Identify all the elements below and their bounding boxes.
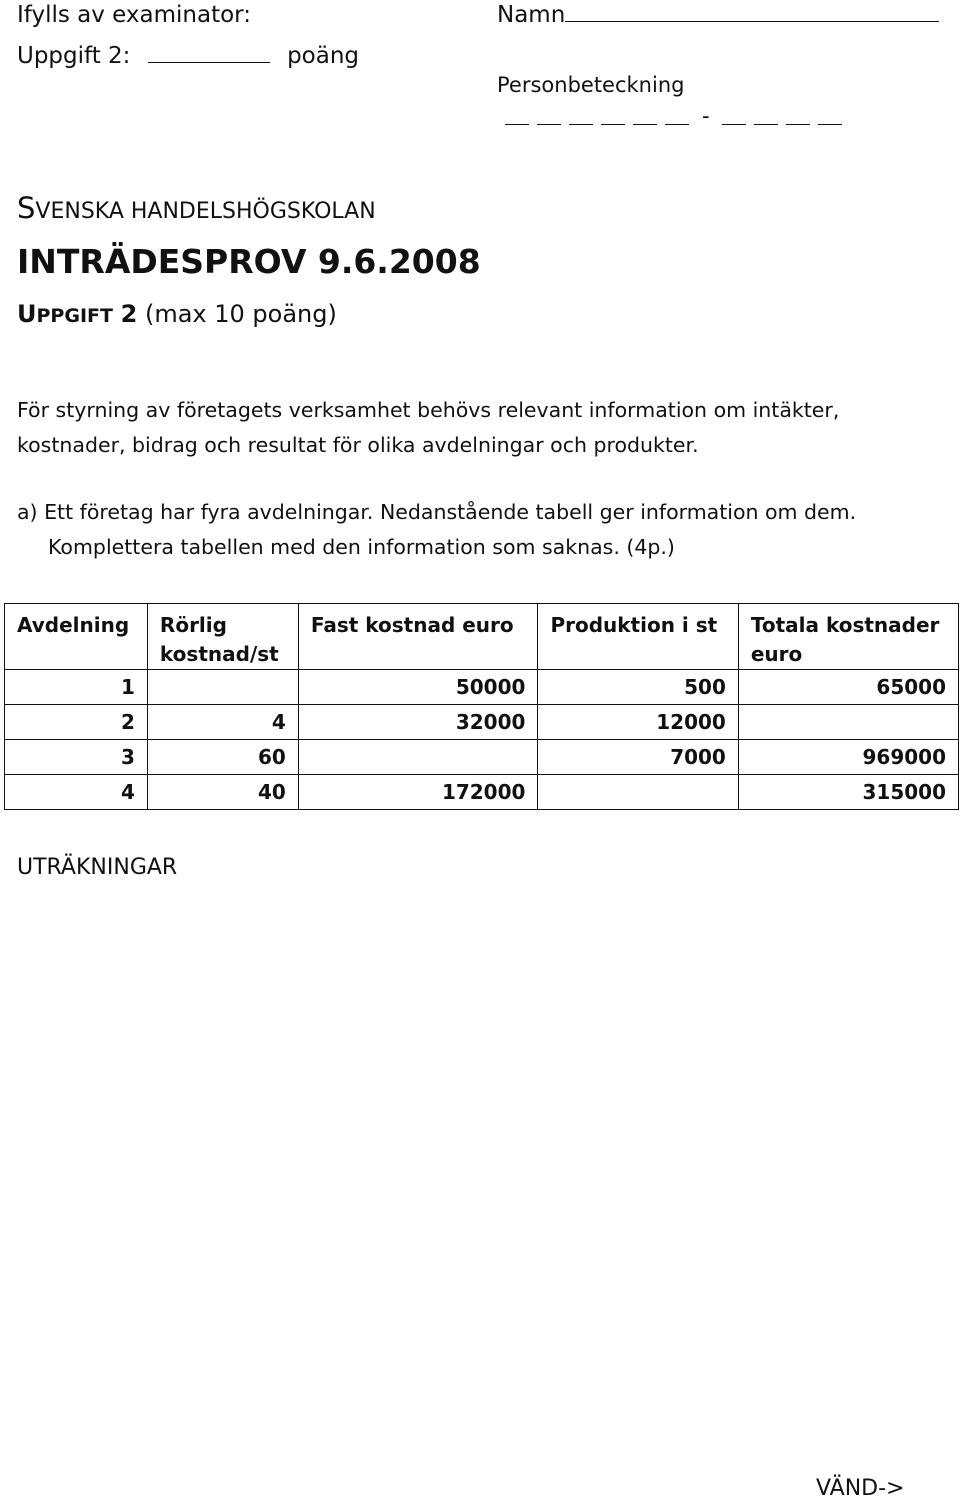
header-text: Totala kostnader	[750, 613, 940, 637]
personal-id-digit	[818, 124, 842, 125]
school-name	[17, 191, 376, 225]
header-text: Fast kostnad euro	[310, 613, 514, 637]
table-row	[5, 670, 959, 705]
personal-id-label: Personbeteckning	[497, 73, 685, 97]
table-cell: 315000	[738, 775, 958, 810]
intro-paragraph	[17, 393, 839, 463]
school-name-rest: VENSKA HANDELSHÖGSKOLAN	[35, 199, 376, 224]
intro-line-2: kostnader, bidrag och resultat för olika avdelningar och produkter.	[17, 433, 699, 457]
question-a	[17, 495, 856, 565]
intro-line-1: För styrning av företagets verksamhet behövs relevant information om intäkter,	[17, 398, 840, 422]
points-label: poäng	[287, 43, 360, 69]
task-title-number: 2	[120, 300, 138, 328]
header-department	[5, 604, 148, 670]
table-cell-blank[interactable]	[738, 705, 958, 740]
task-points-row	[17, 43, 359, 69]
table-cell: 172000	[298, 775, 538, 810]
header-text: Rörlig	[159, 613, 227, 637]
table-cell: 500	[538, 670, 738, 705]
personal-id-digit	[537, 124, 561, 125]
turn-page-label: VÄND->	[816, 1476, 905, 1501]
task-label: Uppgift 2:	[17, 43, 131, 69]
table-cell: 65000	[738, 670, 958, 705]
table-cell: 50000	[298, 670, 538, 705]
table-cell: 4	[147, 705, 298, 740]
personal-id-digit	[633, 124, 657, 125]
table-cell: 3	[5, 740, 148, 775]
exam-title: INTRÄDESPROV 9.6.2008	[17, 242, 481, 281]
header-text: Produktion i st	[550, 613, 718, 637]
table-cell: 7000	[538, 740, 738, 775]
personal-id-digit	[754, 124, 778, 125]
personal-id-digit	[505, 124, 529, 125]
header-total-cost	[738, 604, 958, 670]
departments-table	[4, 603, 959, 810]
points-blank-field[interactable]	[148, 62, 270, 63]
personal-id-digit	[665, 124, 689, 125]
header-fixed-cost	[298, 604, 538, 670]
table-cell-blank[interactable]	[538, 775, 738, 810]
examiner-label: Ifylls av examinator:	[17, 2, 251, 28]
school-name-initial: S	[17, 191, 36, 225]
name-blank-field[interactable]	[565, 21, 939, 22]
header-text: euro	[750, 642, 803, 666]
table-row	[5, 775, 959, 810]
name-label: Namn	[497, 2, 566, 28]
task-title	[17, 300, 337, 328]
table-cell: 4	[5, 775, 148, 810]
calculations-label: UTRÄKNINGAR	[17, 855, 178, 880]
header-text: Avdelning	[17, 613, 130, 637]
table-cell: 60	[147, 740, 298, 775]
task-title-initial: U	[17, 300, 37, 328]
personal-id-digit	[601, 124, 625, 125]
table-row	[5, 740, 959, 775]
personal-id-separator: -	[702, 104, 710, 128]
task-title-max-points: (max 10 poäng)	[144, 300, 337, 328]
header-production	[538, 604, 738, 670]
question-a-line-1: a) Ett företag har fyra avdelningar. Nedanstående tabell ger information om dem.	[17, 500, 857, 524]
table-row	[5, 705, 959, 740]
question-a-line-2: Komplettera tabellen med den information som saknas. (4p.)	[48, 535, 675, 559]
personal-id-digit	[786, 124, 810, 125]
table-cell: 1	[5, 670, 148, 705]
table-cell: 969000	[738, 740, 958, 775]
table-cell-blank[interactable]	[298, 740, 538, 775]
personal-id-digit	[722, 124, 746, 125]
task-title-rest: PPGIFT	[36, 305, 113, 327]
header-variable-cost	[147, 604, 298, 670]
personal-id-digit	[569, 124, 593, 125]
calculations-area[interactable]	[17, 895, 943, 1455]
table-cell: 2	[5, 705, 148, 740]
table-header-row	[5, 604, 959, 670]
table-cell: 12000	[538, 705, 738, 740]
name-row	[497, 2, 939, 28]
table-cell-blank[interactable]	[147, 670, 298, 705]
table-cell: 32000	[298, 705, 538, 740]
table-cell: 40	[147, 775, 298, 810]
header-text: kostnad/st	[159, 642, 279, 666]
